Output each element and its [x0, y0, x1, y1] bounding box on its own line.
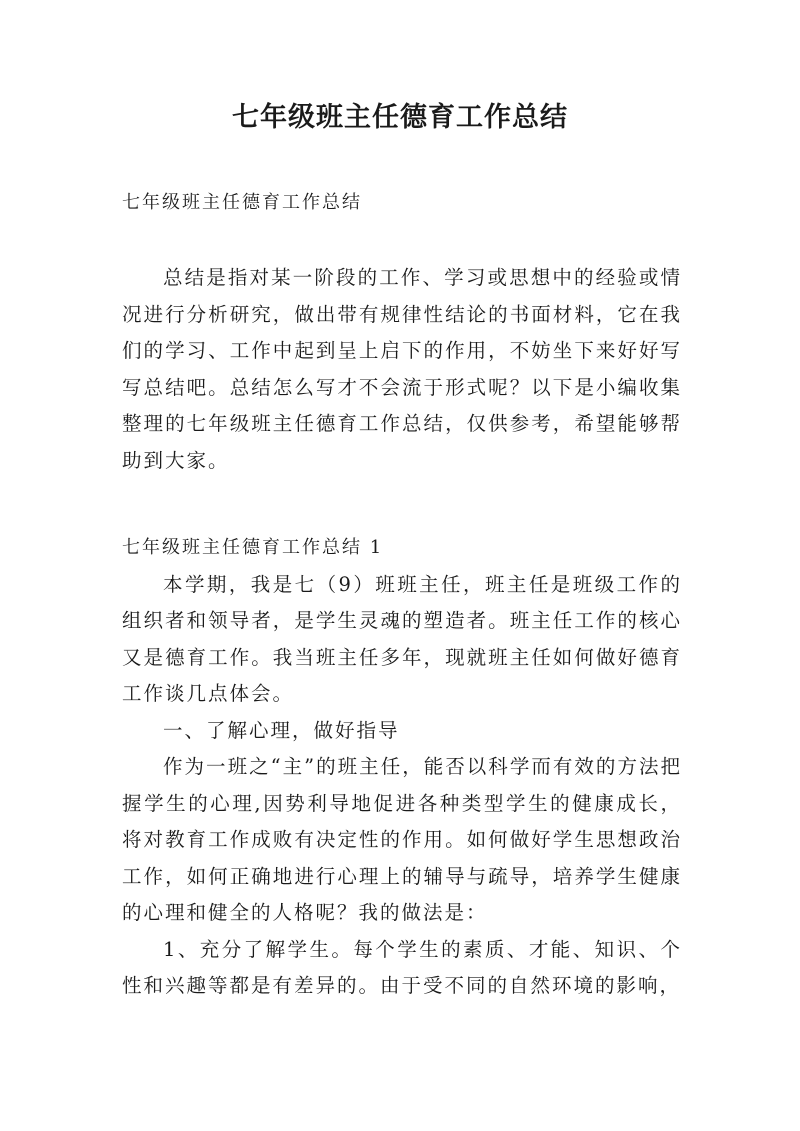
section-1-paragraph-1: 本学期，我是七（9）班班主任，班主任是班级工作的组织者和领导者，是学生灵魂的塑造者。班主任工作的核心又是德育工作。我当班主任多年，现就班主任如何做好德育工作谈几点体会。: [122, 572, 682, 705]
section-1: [122, 530, 682, 1005]
document-subtitle: 七年级班主任德育工作总结: [122, 192, 362, 213]
section-1-paragraph-2: 作为一班之“主”的班主任，能否以科学而有效的方法把握学生的心理,因势利导地促进各种类型学生的健康成长，将对教育工作成败有决定性的作用。如何做好学生思想政治工作，如何正确地进行心理上的辅导与疏导，培养学生健康的心理和健全的人格呢？我的做法是：: [122, 755, 682, 924]
section-1-paragraph-3: 1、充分了解学生。每个学生的素质、才能、知识、个性和兴趣等都是有差异的。由于受不同的自然环境的影响，: [122, 937, 682, 997]
section-1-subheading: 一、了解心理，做好指导: [163, 718, 400, 742]
intro-paragraph: 总结是指对某一阶段的工作、学习或思想中的经验或情况进行分析研究，做出带有规律性结论的书面材料，它在我们的学习、工作中起到呈上启下的作用，不妨坐下来好好写写总结吧。总结怎么写才不会流于形式呢？以下是小编收集整理的七年级班主任德育工作总结，仅供参考，希望能够帮助到大家。: [122, 266, 682, 472]
section-1-heading: 七年级班主任德育工作总结 1: [122, 537, 384, 558]
intro-block: [122, 260, 682, 479]
document-title: 七年级班主任德育工作总结: [232, 102, 568, 133]
